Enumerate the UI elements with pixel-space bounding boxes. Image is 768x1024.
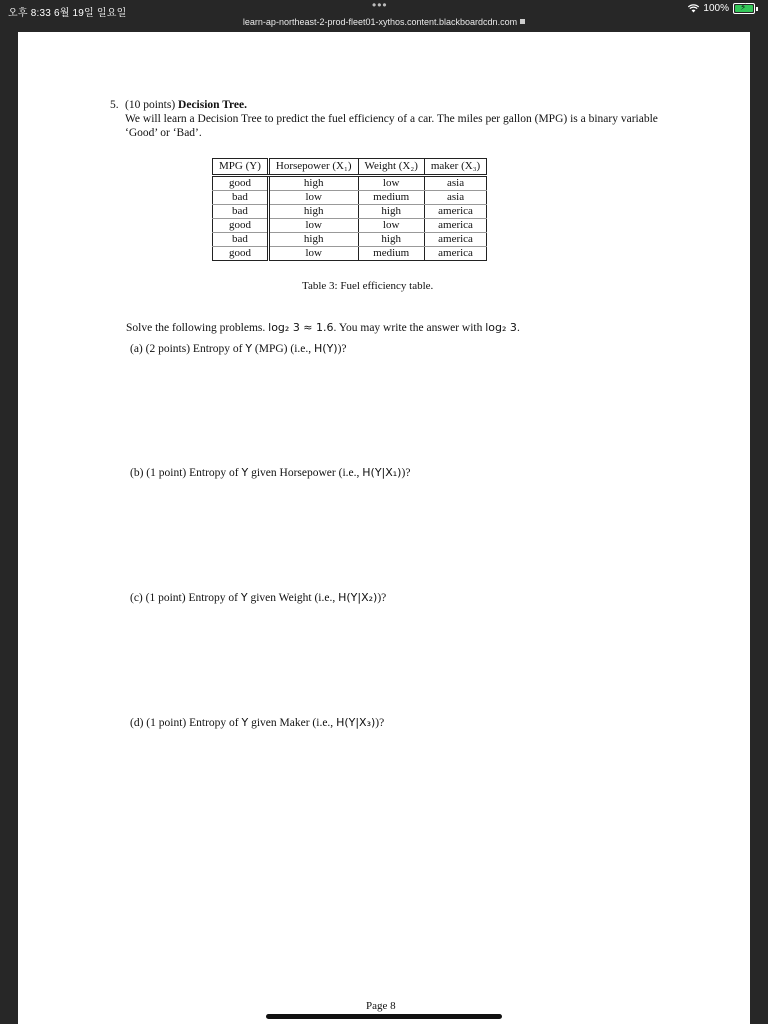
subquestion-a <box>130 342 347 355</box>
question-number: 5. <box>110 99 119 111</box>
sub-points: (1 point) <box>146 717 187 729</box>
sub-expr: H(Y|X₁) <box>362 466 402 479</box>
table-row <box>213 233 487 247</box>
header-weight: Weight (X₂) <box>358 159 424 176</box>
wifi-icon <box>688 4 699 13</box>
sub-points: (1 point) <box>145 592 186 604</box>
instructions-text: Solve the following problems. <box>126 322 266 334</box>
battery-percent: 100% <box>703 3 729 14</box>
table-row <box>213 176 487 191</box>
log-expr: log₂ 3 <box>485 321 517 334</box>
cell: america <box>424 233 486 247</box>
sub-desc: (MPG) (i.e., <box>254 343 312 355</box>
header-horsepower: Horsepower (X₁) <box>268 159 358 176</box>
status-right <box>688 3 758 14</box>
cell: america <box>424 247 486 261</box>
cell: bad <box>213 191 269 205</box>
sub-label: (b) <box>130 467 144 479</box>
sub-var: Y <box>241 716 249 729</box>
url-bar[interactable] <box>0 14 768 32</box>
document-page <box>18 32 750 1024</box>
url-text: learn-ap-northeast-2-prod-fleet01-xythos.content.blackboardcdn.com <box>242 17 518 27</box>
instructions-text: . You may write the answer with <box>333 322 483 334</box>
cell: high <box>358 233 424 247</box>
sub-desc: given Horsepower (i.e., <box>251 467 360 479</box>
sub-desc: given Weight (i.e., <box>250 592 336 604</box>
sub-label: (c) <box>130 592 143 604</box>
question-title: Decision Tree. <box>178 99 248 111</box>
cell: good <box>213 176 269 191</box>
sub-expr: H(Y) <box>314 342 338 355</box>
question-intro: We will learn a Decision Tree to predict the fuel efficiency of a car. The miles per gallon (MPG) is a binary variable ‘Good’ or ‘Bad’. <box>125 113 658 139</box>
home-indicator[interactable] <box>266 1014 502 1019</box>
cell: high <box>268 205 358 219</box>
table-header-row <box>213 159 487 176</box>
cell: low <box>358 176 424 191</box>
sub-text: Entropy of <box>189 467 239 479</box>
question-points: (10 points) <box>125 99 176 111</box>
cell: good <box>213 219 269 233</box>
sub-end: )? <box>337 343 347 355</box>
subquestion-c <box>130 591 386 604</box>
sub-text: Entropy of <box>189 717 239 729</box>
header-mpg: MPG (Y) <box>213 159 269 176</box>
sub-desc: given Maker (i.e., <box>251 717 334 729</box>
cell: low <box>358 219 424 233</box>
cell: america <box>424 219 486 233</box>
cell: asia <box>424 176 486 191</box>
table-row <box>213 247 487 261</box>
cell: low <box>268 191 358 205</box>
cell: low <box>268 219 358 233</box>
cell: medium <box>358 247 424 261</box>
sub-end: )? <box>377 592 387 604</box>
page-number: Page 8 <box>366 1000 396 1012</box>
cell: high <box>268 233 358 247</box>
sub-expr: H(Y|X₂) <box>338 591 378 604</box>
header-maker: maker (X₃) <box>424 159 486 176</box>
sub-var: Y <box>240 591 248 604</box>
instructions <box>126 321 686 334</box>
cell: high <box>358 205 424 219</box>
sub-label: (a) <box>130 343 143 355</box>
subquestion-d <box>130 716 384 729</box>
cell: good <box>213 247 269 261</box>
table-row <box>213 219 487 233</box>
sub-text: Entropy of <box>188 592 238 604</box>
sub-text: Entropy of <box>192 343 243 355</box>
multitask-dots-icon[interactable]: ••• <box>372 0 388 12</box>
sub-points: (2 points) <box>145 343 191 355</box>
sub-var: Y <box>245 342 253 355</box>
table-row <box>213 191 487 205</box>
subquestion-b <box>130 466 410 479</box>
cell: low <box>268 247 358 261</box>
clock-date: 오후 8:33 6월 19일 일요일 <box>8 8 127 19</box>
sub-label: (d) <box>130 717 144 729</box>
cell: bad <box>213 205 269 219</box>
cell: medium <box>358 191 424 205</box>
sub-end: )? <box>375 717 385 729</box>
table-row <box>213 205 487 219</box>
sub-points: (1 point) <box>146 467 187 479</box>
cell: bad <box>213 233 269 247</box>
instructions-text: . <box>516 322 520 334</box>
log-approx: log₂ 3 ≈ 1.6 <box>268 321 334 334</box>
cell: asia <box>424 191 486 205</box>
sub-end: )? <box>401 467 411 479</box>
sub-expr: H(Y|X₃) <box>336 716 376 729</box>
cell: high <box>268 176 358 191</box>
table-caption: Table 3: Fuel efficiency table. <box>302 280 434 292</box>
cell: america <box>424 205 486 219</box>
battery-icon: ⚡ <box>733 3 755 14</box>
sub-var: Y <box>241 466 249 479</box>
lock-icon <box>520 19 525 24</box>
fuel-efficiency-table <box>212 158 487 261</box>
